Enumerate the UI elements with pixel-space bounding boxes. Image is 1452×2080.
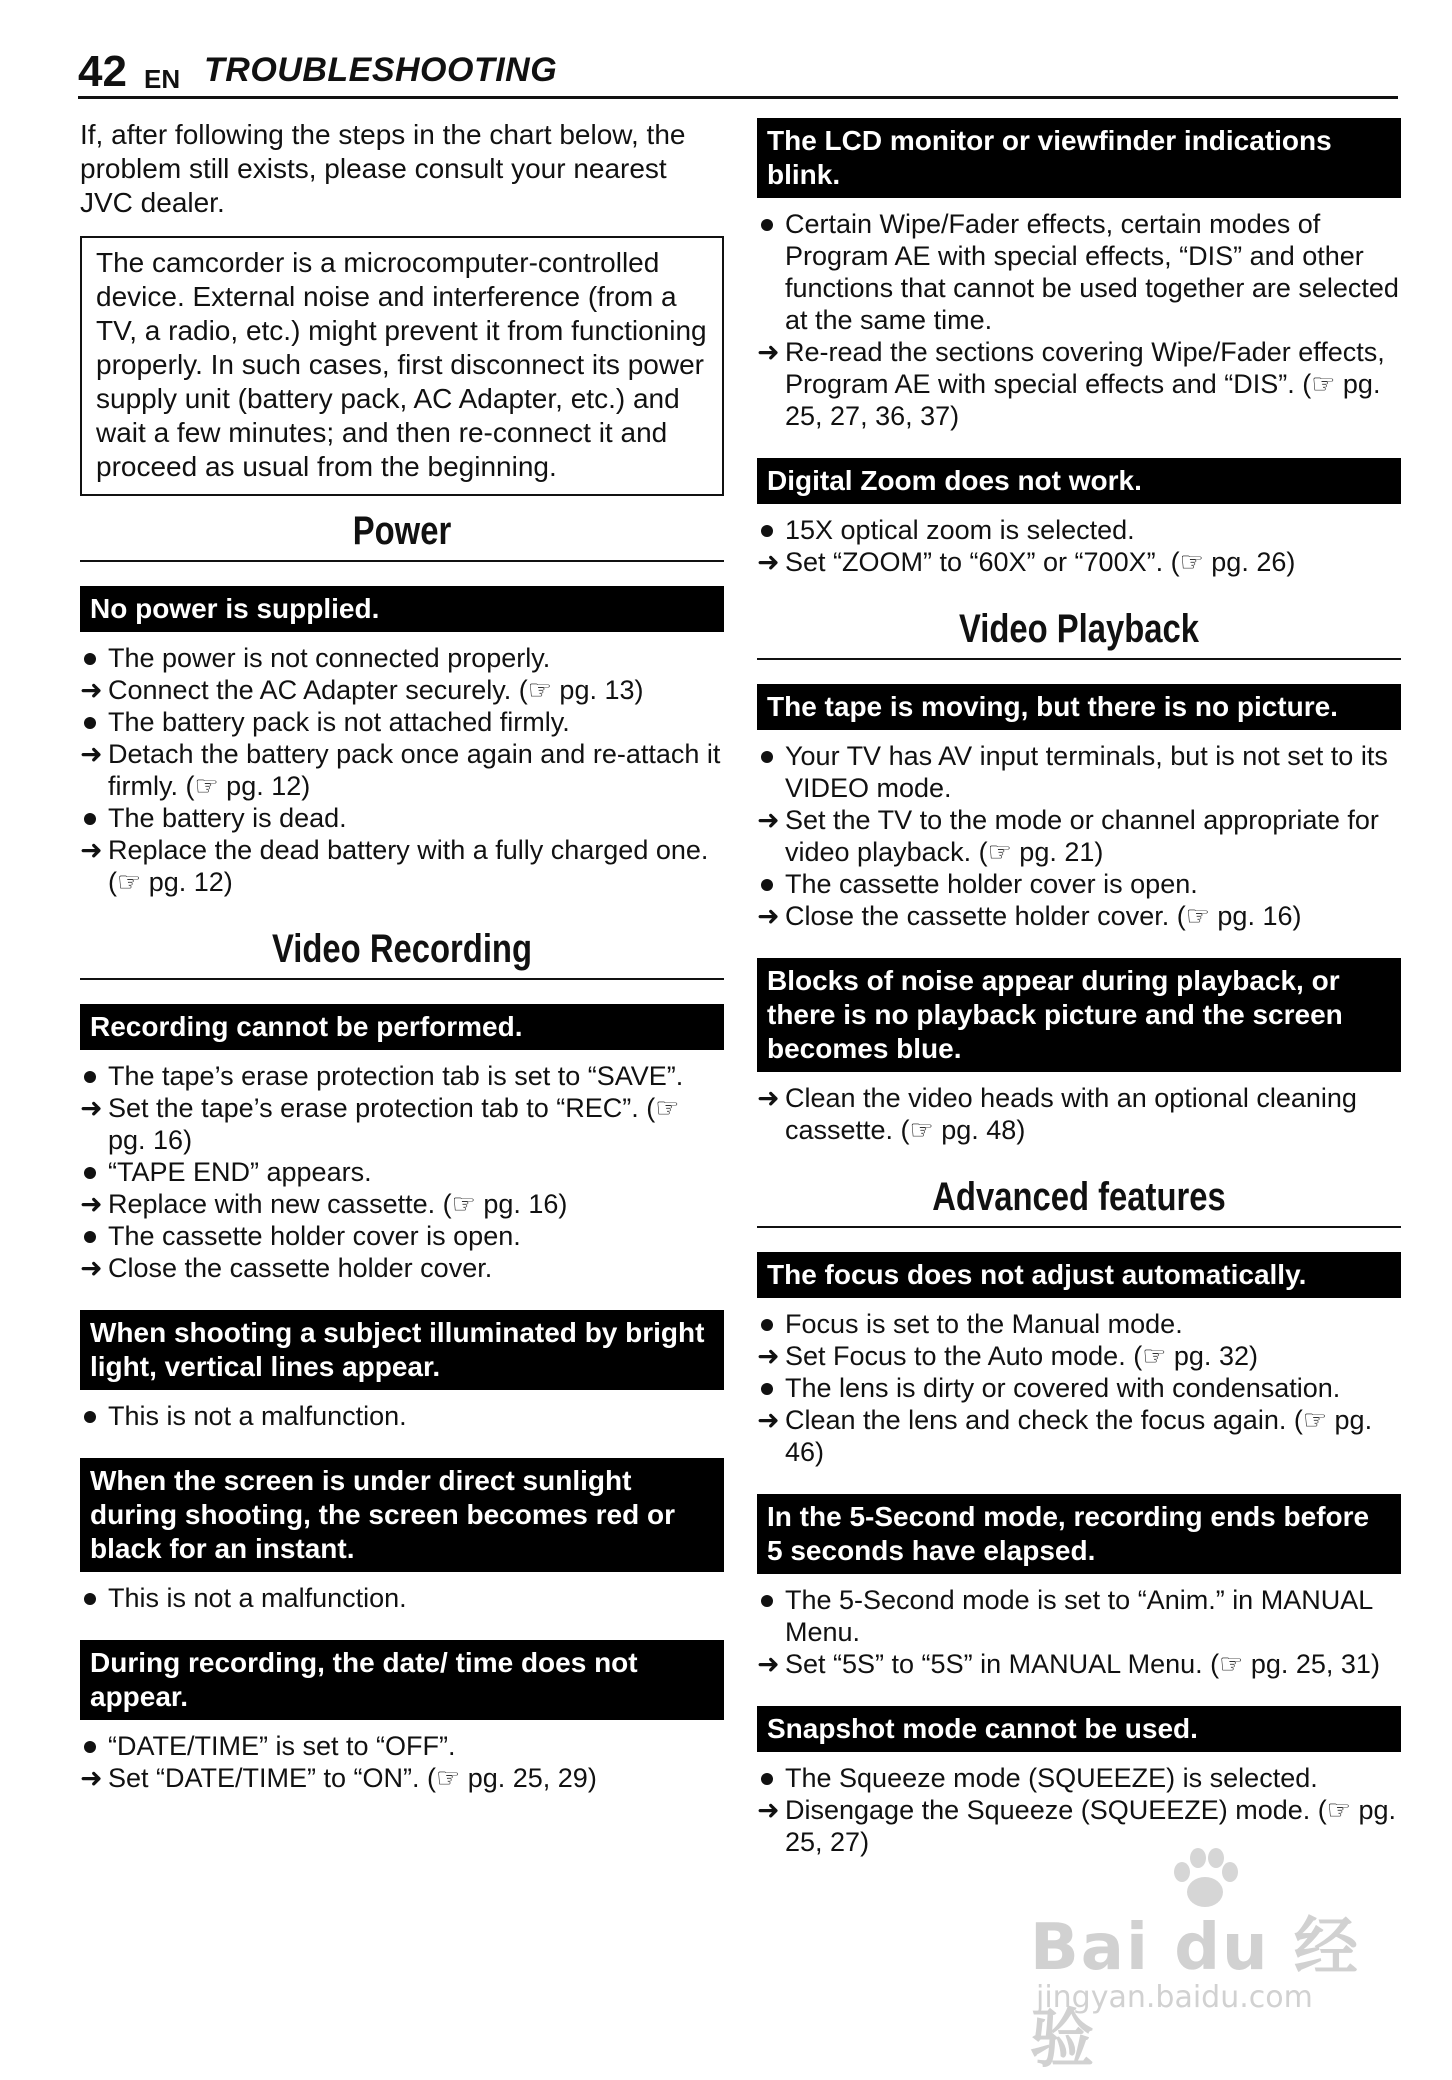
bullet-icon [84,717,96,729]
arrow-icon: ➜ [80,1763,103,1793]
notice-box: The camcorder is a microcomputer-controlled device. External noise and interference (from a TV, a radio, etc.) might prevent it from functioning properly. In such cases, first disconnect its power supply unit (battery pack, AC Adapter, etc.) and wait a few minutes; and then re-connect it and proceed as usual from the beginning. [80,236,724,496]
section-title-power: Power [352,509,452,553]
section-advanced-features [757,1172,1401,1228]
arrow-icon: ➜ [80,1093,103,1123]
problem-snapshot: Snapshot mode cannot be used. [757,1706,1401,1752]
problem-digital-zoom: Digital Zoom does not work. [757,458,1401,504]
list-item: ➜ Set “5S” to “5S” in MANUAL Menu. (☞ pg. 25, 31) [757,1649,1380,1679]
list-item: The battery pack is not attached firmly. [80,706,724,738]
arrow-icon: ➜ [757,547,780,577]
problem-focus: The focus does not adjust automatically. [757,1252,1401,1298]
solution-list [757,1082,1401,1146]
problem-no-picture: The tape is moving, but there is no picture. [757,684,1401,730]
bullet-icon [761,1383,773,1395]
list-item: The tape’s erase protection tab is set to “SAVE”. [80,1060,724,1092]
bullet-icon [761,525,773,537]
list-item: Your TV has AV input terminals, but is not set to its VIDEO mode. [757,740,1401,804]
list-item: The power is not connected properly. [80,642,724,674]
list-item: The battery is dead. [80,802,724,834]
bullet-icon [761,1773,773,1785]
section-title-video-recording: Video Recording [271,927,533,971]
watermark-brand: Bai du 经验 [1030,1911,1360,2077]
list-item: This is not a malfunction. [80,1400,724,1432]
solution-list [757,208,1401,432]
problem-noise-blocks: Blocks of noise appear during playback, or there is no playback picture and the screen becomes blue. [757,958,1401,1072]
list-item: ➜ Close the cassette holder cover. [80,1253,493,1283]
left-column [80,118,724,1820]
list-item: ➜ Set “ZOOM” to “60X” or “700X”. (☞ pg. 26) [757,547,1296,577]
section-power [80,506,724,562]
list-item: ➜ Detach the battery pack once again and re-attach it firmly. (☞ pg. 12) [80,739,721,801]
section-title-video-playback: Video Playback [958,607,1200,651]
arrow-icon: ➜ [757,337,780,367]
list-item: Certain Wipe/Fader effects, certain modes of Program AE with special effects, “DIS” and other functions that cannot be used together are selected at the same time. [757,208,1401,336]
list-item: ➜ Clean the lens and check the focus again. (☞ pg. 46) [757,1405,1373,1467]
section-video-recording [80,924,724,980]
bullet-icon [84,653,96,665]
list-item: ➜ Set the tape’s erase protection tab to “REC”. (☞ pg. 16) [80,1093,680,1155]
arrow-icon: ➜ [757,1341,780,1371]
arrow-icon: ➜ [80,1189,103,1219]
bullet-icon [761,219,773,231]
list-item: ➜ Clean the video heads with an optional cleaning cassette. (☞ pg. 48) [757,1083,1357,1145]
watermark [1010,1830,1370,2077]
problem-sunlight: When the screen is under direct sunlight during shooting, the screen becomes red or black for an instant. [80,1458,724,1572]
solution-list [80,1730,724,1794]
bullet-icon [761,1319,773,1331]
bullet-icon [761,751,773,763]
bullet-icon [84,1231,96,1243]
problem-5-second-mode: In the 5-Second mode, recording ends before 5 seconds have elapsed. [757,1494,1401,1574]
arrow-icon: ➜ [757,805,780,835]
bullet-icon [761,879,773,891]
arrow-icon: ➜ [757,1649,780,1679]
arrow-icon: ➜ [757,901,780,931]
bullet-icon [84,1167,96,1179]
list-item: ➜ Re-read the sections covering Wipe/Fader effects, Program AE with special effects and “DIS”. (☞ pg. 25, 27, 36, 37) [757,337,1385,431]
list-item: The 5-Second mode is set to “Anim.” in MANUAL Menu. [757,1584,1401,1648]
bullet-icon [84,1071,96,1083]
list-item: ➜ Set the TV to the mode or channel appropriate for video playback. (☞ pg. 21) [757,805,1379,867]
arrow-icon: ➜ [757,1795,780,1825]
list-item: ➜ Connect the AC Adapter securely. (☞ pg. 13) [80,675,644,705]
list-item: ➜ Set “DATE/TIME” to “ON”. (☞ pg. 25, 29) [80,1763,597,1793]
solution-list [757,740,1401,932]
page-header [78,46,1398,99]
list-item: The lens is dirty or covered with condensation. [757,1372,1401,1404]
page-number: 42 [78,47,127,96]
list-item: The Squeeze mode (SQUEEZE) is selected. [757,1762,1401,1794]
problem-lcd-blink: The LCD monitor or viewfinder indications blink. [757,118,1401,198]
arrow-icon: ➜ [80,835,103,865]
list-item: ➜ Replace with new cassette. (☞ pg. 16) [80,1189,568,1219]
list-item: 15X optical zoom is selected. [757,514,1401,546]
list-item: This is not a malfunction. [80,1582,724,1614]
problem-date-time: During recording, the date/ time does not appear. [80,1640,724,1720]
arrow-icon: ➜ [80,1253,103,1283]
language-code: EN [144,64,181,94]
list-item: ➜ Disengage the Squeeze (SQUEEZE) mode. (☞ pg. 25, 27) [757,1795,1397,1857]
right-column [757,118,1401,1884]
solution-list [757,514,1401,578]
arrow-icon: ➜ [757,1405,780,1435]
list-item: ➜ Set Focus to the Auto mode. (☞ pg. 32) [757,1341,1258,1371]
watermark-url: jingyan.baidu.com [1036,1980,1313,2015]
solution-list [80,642,724,898]
section-video-playback [757,604,1401,660]
list-item: “TAPE END” appears. [80,1156,724,1188]
solution-list [80,1400,724,1432]
intro-text: If, after following the steps in the chart below, the problem still exists, please consult your nearest JVC dealer. [80,119,686,218]
arrow-icon: ➜ [80,739,103,769]
list-item: ➜ Replace the dead battery with a fully charged one. (☞ pg. 12) [80,835,709,897]
bullet-icon [84,1741,96,1753]
solution-list [80,1582,724,1614]
list-item: ➜ Close the cassette holder cover. (☞ pg. 16) [757,901,1302,931]
solution-list [757,1584,1401,1680]
problem-vertical-lines: When shooting a subject illuminated by bright light, vertical lines appear. [80,1310,724,1390]
list-item: The cassette holder cover is open. [80,1220,724,1252]
solution-list [757,1308,1401,1468]
bullet-icon [761,1595,773,1607]
section-title-advanced-features: Advanced features [932,1175,1226,1219]
bullet-icon [84,1411,96,1423]
problem-recording: Recording cannot be performed. [80,1004,724,1050]
list-item: The cassette holder cover is open. [757,868,1401,900]
list-item: Focus is set to the Manual mode. [757,1308,1401,1340]
arrow-icon: ➜ [757,1083,780,1113]
page-section-title: TROUBLESHOOTING [204,51,558,89]
solution-list [80,1060,724,1284]
list-item: “DATE/TIME” is set to “OFF”. [80,1730,724,1762]
bullet-icon [84,813,96,825]
arrow-icon: ➜ [80,675,103,705]
bullet-icon [84,1593,96,1605]
problem-no-power: No power is supplied. [80,586,724,632]
